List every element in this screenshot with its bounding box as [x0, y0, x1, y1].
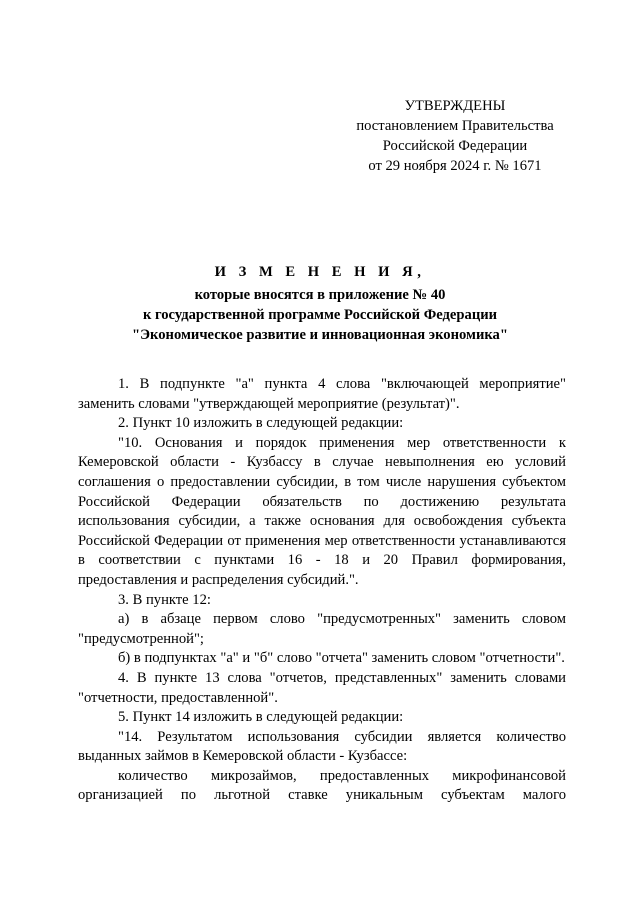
approval-line: постановлением Правительства — [356, 118, 554, 134]
document-heading — [60, 262, 580, 345]
paragraph: а) в абзаце первом слово "предусмотренных" заменить словом "предусмотренной"; — [78, 611, 566, 647]
paragraph: б) в подпунктах "а" и "б" слово "отчета" заменить словом "отчетности". — [118, 650, 565, 667]
approval-title: УТВЕРЖДЕНЫ — [404, 98, 506, 114]
heading-line: "Экономическое развитие и инновационная экономика" — [132, 327, 508, 343]
heading-line: к государственной программе Российской Федерации — [142, 307, 498, 323]
paragraph: 1. В подпункте "а" пункта 4 слова "включающей мероприятие" заменить словами "утверждающей мероприятие (результат)". — [78, 376, 566, 412]
paragraph: "14. Результатом использования субсидии является количество выданных займов в Кемеровской области - Кузбассе: — [78, 728, 566, 765]
heading-line: которые вносятся в приложение № 40 — [194, 287, 446, 303]
document-title: И З М Е Н Е Н И Я, — [214, 264, 426, 280]
approval-stamp — [340, 96, 570, 176]
approval-line: Российской Федерации — [382, 138, 528, 154]
paragraph: 5. Пункт 14 изложить в следующей редакции: — [118, 709, 404, 726]
approval-date: от 29 ноября 2024 г. № 1671 — [368, 158, 542, 174]
paragraph: 3. В пункте 12: — [118, 591, 211, 608]
paragraph: количество микрозаймов, предоставленных микрофинансовой организацией по льготной ставке уникальным субъектам малого — [78, 767, 566, 804]
document-body — [78, 375, 566, 806]
paragraph: 4. В пункте 13 слова "отчетов, представленных" заменить словами "отчетности, предоставленной". — [78, 669, 566, 706]
paragraph: "10. Основания и порядок применения мер ответственности к Кемеровской области - Кузбассу в случае невыполнения ею условий соглашения о предоставлении субсидии, в том числе нарушения субъектом Российской Федерации обязательств по достижению результата использования субсидии, а также основания для освобождения субъекта Российской Федерации от применения мер ответственности устанавливаются в соответствии с пунктами 16 - 18 и 20 Правил формирования, предоставления и распределения субсидий.". — [78, 434, 566, 588]
paragraph: 2. Пункт 10 изложить в следующей редакции: — [118, 415, 404, 432]
